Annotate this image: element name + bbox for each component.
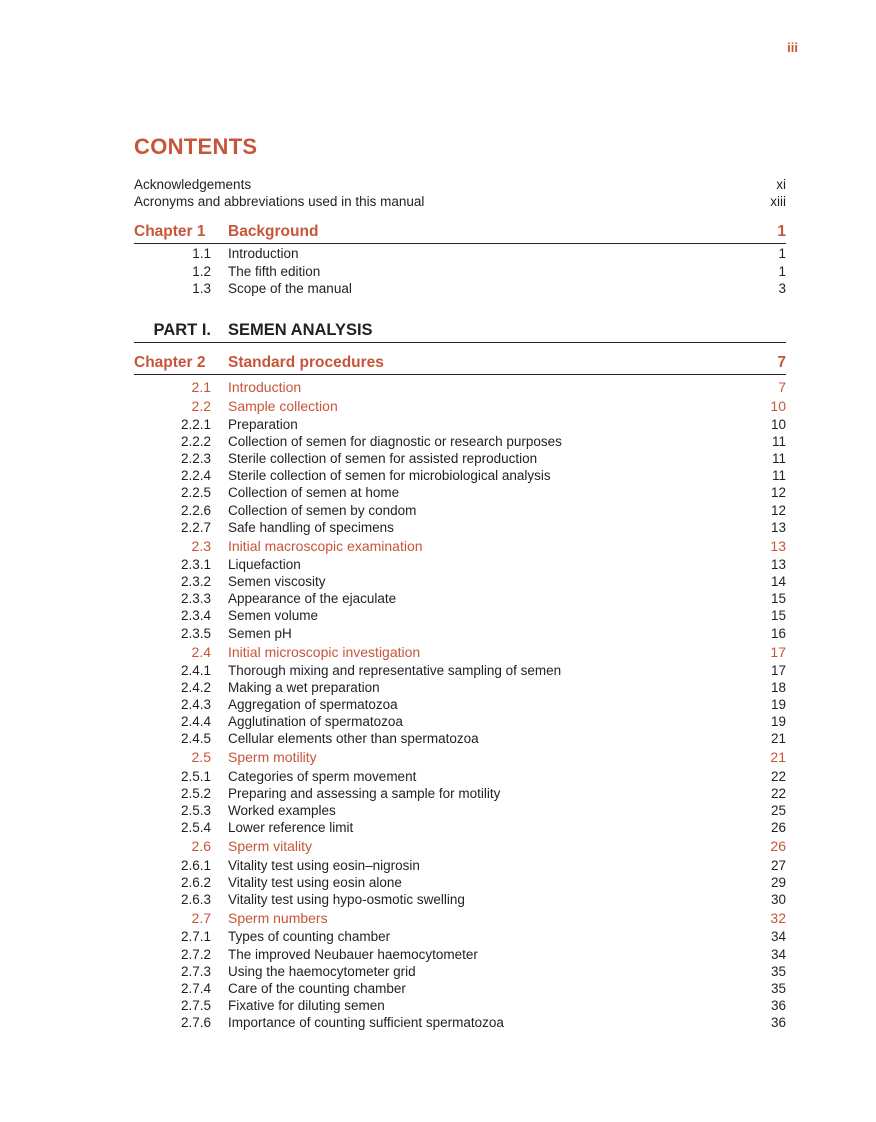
entry-title: Safe handling of specimens bbox=[228, 519, 394, 535]
toc-entry[interactable] bbox=[134, 625, 786, 642]
entry-page: 15 bbox=[770, 608, 786, 624]
entry-page: 22 bbox=[770, 768, 786, 784]
entry-title: Scope of the manual bbox=[228, 281, 352, 296]
entry-number: 2.4.1 bbox=[180, 663, 211, 678]
entry-number: 2.6 bbox=[191, 838, 211, 855]
entry-title: Thorough mixing and representative sampling of semen bbox=[228, 663, 562, 678]
entry-page: 30 bbox=[770, 891, 786, 907]
entry-title: Agglutination of spermatozoa bbox=[228, 714, 403, 730]
entry-number: 2.4.4 bbox=[180, 714, 211, 730]
entry-page: 13 bbox=[770, 557, 786, 573]
toc-entry[interactable] bbox=[134, 607, 786, 624]
entry-number: 2.2.7 bbox=[180, 519, 211, 535]
entry-title: Sterile collection of semen for assisted reproduction bbox=[228, 451, 538, 467]
toc-entry[interactable] bbox=[134, 467, 786, 484]
front-matter-item[interactable] bbox=[134, 176, 786, 193]
entry-title: Care of the counting chamber bbox=[228, 980, 406, 996]
entry-title: Semen pH bbox=[228, 625, 292, 641]
toc-section-entry[interactable] bbox=[134, 379, 786, 396]
toc-entry[interactable] bbox=[134, 484, 786, 501]
entry-title: Introduction bbox=[228, 379, 302, 395]
entry-page: 11 bbox=[771, 451, 786, 467]
entry-page: 36 bbox=[770, 1014, 786, 1030]
entry-number: 1.2 bbox=[192, 263, 211, 279]
entry-number: 2.6.2 bbox=[180, 874, 211, 890]
entry-number: 2.2.2 bbox=[180, 434, 211, 450]
entry-title: Importance of counting sufficient spermatozoa bbox=[228, 1014, 504, 1030]
entry-number: 2.2.6 bbox=[180, 502, 211, 518]
toc-section-entry[interactable] bbox=[134, 749, 786, 766]
entry-title: Liquefaction bbox=[228, 557, 301, 573]
entry-number: 2.2 bbox=[191, 397, 211, 414]
entry-title: Sterile collection of semen for microbiological analysis bbox=[228, 468, 551, 484]
entry-number: 2.2.3 bbox=[180, 451, 211, 467]
entry-number: 2.7.6 bbox=[180, 1014, 211, 1030]
entry-number: 2.7.1 bbox=[180, 929, 211, 945]
entry-title: The improved Neubauer haemocytometer bbox=[228, 946, 478, 962]
part-title: SEMEN ANALYSIS bbox=[228, 321, 373, 339]
chapter-1-heading[interactable] bbox=[134, 222, 786, 244]
entry-number: 1.1 bbox=[192, 246, 211, 261]
entry-page: 36 bbox=[770, 997, 786, 1013]
contents-title: CONTENTS bbox=[134, 134, 258, 159]
entry-title: Aggregation of spermatozoa bbox=[228, 697, 398, 713]
entry-title: Making a wet preparation bbox=[228, 680, 380, 696]
toc-entry[interactable] bbox=[134, 891, 786, 908]
entry-title: Cellular elements other than spermatozoa bbox=[228, 731, 479, 747]
entry-number: 2.7.4 bbox=[180, 980, 211, 996]
entry-number: 2.7 bbox=[191, 909, 211, 926]
entry-number: 2.3.1 bbox=[180, 557, 211, 573]
entry-number: 2.7.2 bbox=[180, 946, 211, 962]
entry-title: Semen volume bbox=[228, 608, 319, 624]
toc-entry[interactable] bbox=[134, 416, 786, 433]
toc-entry[interactable] bbox=[134, 857, 786, 874]
toc-section-entry[interactable] bbox=[134, 910, 786, 927]
chapter-page: 7 bbox=[777, 354, 786, 371]
toc-entry[interactable] bbox=[134, 679, 786, 696]
entry-number: 2.5.3 bbox=[180, 803, 211, 819]
entry-page: 35 bbox=[770, 980, 786, 996]
entry-page: 22 bbox=[770, 786, 786, 801]
toc-entry[interactable] bbox=[134, 696, 786, 713]
entry-title: Using the haemocytometer grid bbox=[228, 963, 416, 979]
page-number: iii bbox=[787, 40, 798, 55]
entry-number: 2.5 bbox=[191, 749, 211, 766]
entry-title: Sperm numbers bbox=[228, 909, 328, 926]
entry-page: 35 bbox=[770, 963, 786, 979]
toc-entry[interactable] bbox=[134, 963, 786, 980]
entry-page: 10 bbox=[770, 397, 786, 414]
entry-page: 3 bbox=[778, 281, 786, 296]
entry-title: Initial macroscopic examination bbox=[228, 537, 423, 554]
entry-page: 32 bbox=[770, 909, 786, 926]
toc-entry[interactable] bbox=[134, 802, 786, 819]
toc-entry[interactable] bbox=[134, 997, 786, 1014]
toc-entry[interactable] bbox=[134, 785, 786, 802]
toc-entry[interactable] bbox=[134, 946, 786, 963]
entry-number: 2.5.2 bbox=[180, 786, 211, 801]
entry-page: 18 bbox=[770, 680, 786, 696]
entry-page: 17 bbox=[770, 663, 786, 678]
entry-page: 27 bbox=[770, 857, 786, 873]
entry-page: 13 bbox=[770, 519, 786, 535]
entry-title: Preparing and assessing a sample for motility bbox=[228, 786, 501, 801]
toc-section-entry[interactable] bbox=[134, 838, 786, 855]
chapter-label: Chapter 2 bbox=[134, 354, 206, 371]
toc-entry[interactable] bbox=[134, 730, 786, 747]
toc-entry[interactable] bbox=[134, 874, 786, 891]
entry-number: 2.5.1 bbox=[180, 768, 211, 784]
part-1-heading bbox=[134, 320, 786, 343]
entry-number: 2.2.4 bbox=[180, 468, 211, 484]
entry-number: 2.4 bbox=[191, 643, 211, 660]
part-label: PART I. bbox=[153, 321, 211, 339]
entry-number: 2.6.1 bbox=[180, 857, 211, 873]
entry-title: Vitality test using eosin alone bbox=[228, 874, 402, 890]
front-matter-text: Acknowledgements bbox=[134, 177, 252, 192]
entry-page: 11 bbox=[771, 434, 786, 450]
entry-title: Collection of semen at home bbox=[228, 485, 400, 501]
entry-number: 2.3 bbox=[191, 537, 211, 554]
entry-page: 10 bbox=[770, 417, 786, 432]
toc-section-entry[interactable] bbox=[134, 644, 786, 661]
entry-number: 2.4.5 bbox=[180, 731, 211, 747]
entry-page: 1 bbox=[778, 246, 786, 261]
entry-page: 14 bbox=[770, 574, 786, 590]
entry-page: 26 bbox=[770, 820, 786, 836]
entry-title: Sample collection bbox=[228, 397, 338, 414]
entry-page: 17 bbox=[770, 643, 786, 660]
entry-page: 19 bbox=[770, 714, 786, 730]
toc-entry[interactable] bbox=[134, 502, 786, 519]
toc-entry[interactable] bbox=[134, 433, 786, 450]
entry-title: Lower reference limit bbox=[228, 820, 354, 836]
entry-page: 11 bbox=[771, 468, 786, 484]
entry-page: 25 bbox=[770, 803, 786, 819]
entry-number: 2.2.5 bbox=[180, 485, 211, 501]
entry-title: Preparation bbox=[228, 417, 298, 432]
entry-page: 12 bbox=[770, 502, 786, 518]
entry-number: 2.1 bbox=[191, 379, 211, 395]
entry-page: 21 bbox=[770, 731, 786, 747]
entry-title: Types of counting chamber bbox=[228, 929, 391, 945]
entry-title: Categories of sperm movement bbox=[228, 768, 417, 784]
entry-page: 29 bbox=[770, 874, 786, 890]
entry-page: 21 bbox=[770, 749, 786, 766]
entry-title: Sperm motility bbox=[228, 749, 317, 766]
entry-title: Sperm vitality bbox=[228, 838, 313, 855]
entry-title: Collection of semen for diagnostic or research purposes bbox=[228, 434, 562, 450]
entry-number: 2.7.5 bbox=[180, 997, 211, 1013]
entry-number: 2.4.2 bbox=[180, 680, 211, 696]
chapter-label: Chapter 1 bbox=[134, 223, 206, 240]
toc-entry[interactable] bbox=[134, 768, 786, 785]
entry-title: Fixative for diluting semen bbox=[228, 997, 385, 1013]
toc-entry[interactable] bbox=[134, 662, 786, 679]
entry-title: Semen viscosity bbox=[228, 574, 326, 590]
toc-entry[interactable] bbox=[134, 245, 786, 262]
toc-entry[interactable] bbox=[134, 556, 786, 573]
entry-title: The fifth edition bbox=[228, 263, 321, 279]
toc-entry[interactable] bbox=[134, 1014, 786, 1031]
entry-number: 2.2.1 bbox=[180, 417, 211, 432]
entry-page: 19 bbox=[770, 697, 786, 713]
entry-page: 12 bbox=[770, 485, 786, 501]
front-matter-page: xiii bbox=[770, 194, 786, 209]
entry-page: 15 bbox=[770, 591, 786, 607]
entry-title: Worked examples bbox=[228, 803, 336, 819]
toc-section-entry[interactable] bbox=[134, 538, 786, 555]
entry-page: 7 bbox=[778, 379, 786, 395]
entry-page: 34 bbox=[770, 946, 786, 962]
chapter-title: Standard procedures bbox=[228, 354, 384, 371]
chapter-2-heading[interactable] bbox=[134, 353, 786, 375]
entry-page: 13 bbox=[770, 537, 786, 554]
front-matter-page: xi bbox=[776, 177, 786, 192]
entry-number: 2.6.3 bbox=[180, 891, 211, 907]
entry-number: 1.3 bbox=[192, 281, 211, 296]
entry-number: 2.3.5 bbox=[180, 625, 211, 641]
toc-entry[interactable] bbox=[134, 263, 786, 280]
toc-entry[interactable] bbox=[134, 713, 786, 730]
entry-title: Appearance of the ejaculate bbox=[228, 591, 397, 607]
chapter-page: 1 bbox=[777, 223, 786, 240]
toc-entry[interactable] bbox=[134, 519, 786, 536]
toc-entry[interactable] bbox=[134, 819, 786, 836]
entry-title: Vitality test using hypo-osmotic swelling bbox=[228, 891, 465, 907]
entry-page: 26 bbox=[770, 838, 786, 855]
entry-number: 2.3.4 bbox=[180, 608, 211, 624]
entry-number: 2.4.3 bbox=[180, 697, 211, 713]
entry-page: 1 bbox=[778, 263, 786, 279]
toc-entry[interactable] bbox=[134, 980, 786, 997]
entry-title: Introduction bbox=[228, 246, 299, 261]
entry-number: 2.7.3 bbox=[180, 963, 211, 979]
entry-title: Vitality test using eosin–nigrosin bbox=[228, 857, 420, 873]
front-matter-text: Acronyms and abbreviations used in this manual bbox=[134, 194, 425, 209]
entry-page: 34 bbox=[770, 929, 786, 945]
entry-number: 2.3.3 bbox=[180, 591, 211, 607]
toc-entry[interactable] bbox=[134, 928, 786, 945]
entry-title: Initial microscopic investigation bbox=[228, 643, 421, 660]
toc-entry[interactable] bbox=[134, 280, 786, 297]
toc-section-entry[interactable] bbox=[134, 398, 786, 415]
entry-title: Collection of semen by condom bbox=[228, 502, 417, 518]
toc-entry[interactable] bbox=[134, 450, 786, 467]
toc-entry[interactable] bbox=[134, 573, 786, 590]
entry-number: 2.3.2 bbox=[180, 574, 211, 590]
entry-number: 2.5.4 bbox=[180, 820, 211, 836]
toc-entry[interactable] bbox=[134, 590, 786, 607]
entry-page: 16 bbox=[770, 625, 786, 641]
chapter-title: Background bbox=[228, 223, 319, 240]
front-matter-item[interactable] bbox=[134, 193, 786, 210]
